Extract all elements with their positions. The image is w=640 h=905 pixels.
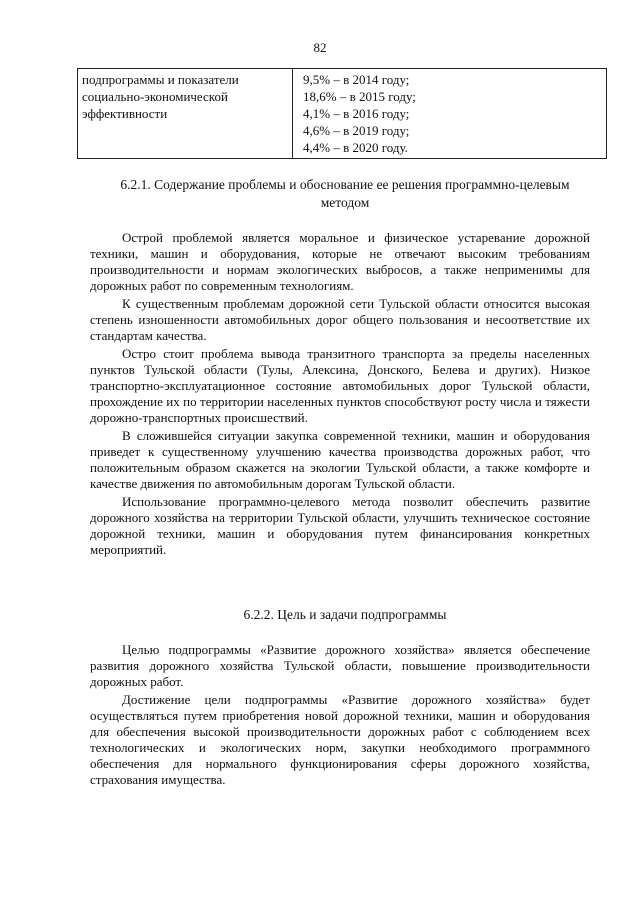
paragraph: Целью подпрограммы «Развитие дорожного хозяйства» является обеспечение развития дорожного хозяйства Тульской области, повышение производительности дорожных работ.	[90, 642, 590, 689]
heading-line: 6.2.1. Содержание проблемы и обоснование ее решения программно-целевым	[120, 177, 570, 192]
section-body-6-2-2	[90, 642, 590, 790]
cell-line: 18,6% – в 2015 году;	[303, 89, 416, 104]
cell-line: эффективности	[82, 106, 168, 121]
section-heading-6-2-1	[80, 176, 610, 212]
cell-line: 4,6% – в 2019 году;	[303, 123, 410, 138]
cell-line: 4,1% – в 2016 году;	[303, 106, 410, 121]
section-heading-6-2-2: 6.2.2. Цель и задачи подпрограммы	[243, 607, 447, 622]
indicator-table	[77, 68, 607, 159]
heading-line: методом	[320, 195, 370, 210]
paragraph: Использование программно-целевого метода позволит обеспечить развитие дорожного хозяйства на территории Тульской области, улучшить техническое состояние дорожной техники, машин и оборудования путем финансирования конкретных мероприятий.	[90, 494, 590, 557]
cell-line: 4,4% – в 2020 году.	[303, 140, 408, 155]
paragraph: Достижение цели подпрограммы «Развитие дорожного хозяйства» будет осуществляться путем приобретения новой дорожной техники, машин и оборудования для обеспечения высокой производительности дорожных работ с соблюдением всех технологических и экологических норм, закупки необходимого программного обеспечения для нормального функционирования сферы дорожного хозяйства, страхования имущества.	[90, 692, 590, 787]
section-body-6-2-1	[90, 230, 590, 560]
paragraph: Остро стоит проблема вывода транзитного транспорта за пределы населенных пунктов Тульской области (Тулы, Алексина, Донского, Белева и других). Низкое транспортно-эксплуатационное состояние автомобильных дорог Тульской области, прохождение их по территории населенных пунктов способствуют росту числа и тяжести дорожно-транспортных происшествий.	[90, 346, 590, 425]
cell-line: социально-экономической	[82, 89, 228, 104]
table-cell-values	[293, 69, 607, 159]
cell-line: подпрограммы и показатели	[82, 72, 239, 87]
table-cell-label	[78, 69, 293, 159]
paragraph: К существенным проблемам дорожной сети Тульской области относится высокая степень изношенности автомобильных дорог общего пользования и несоответствие их стандартам качества.	[90, 296, 590, 343]
page-number: 82	[313, 40, 327, 55]
paragraph: Острой проблемой является моральное и физическое устаревание дорожной техники, машин и оборудования, которые не отвечают высоким требованиям производительности и нормам экологических выбросов, а также неприменимы для дорожных работ по современным технологиям.	[90, 230, 590, 293]
table-row	[78, 69, 607, 159]
paragraph: В сложившейся ситуации закупка современной техники, машин и оборудования приведет к существенному улучшению качества производства дорожных работ, что положительным образом скажется на экологии Тульской области, а также комфорте и качестве движения по автомобильным дорогам Тульской области.	[90, 428, 590, 491]
cell-line: 9,5% – в 2014 году;	[303, 72, 410, 87]
